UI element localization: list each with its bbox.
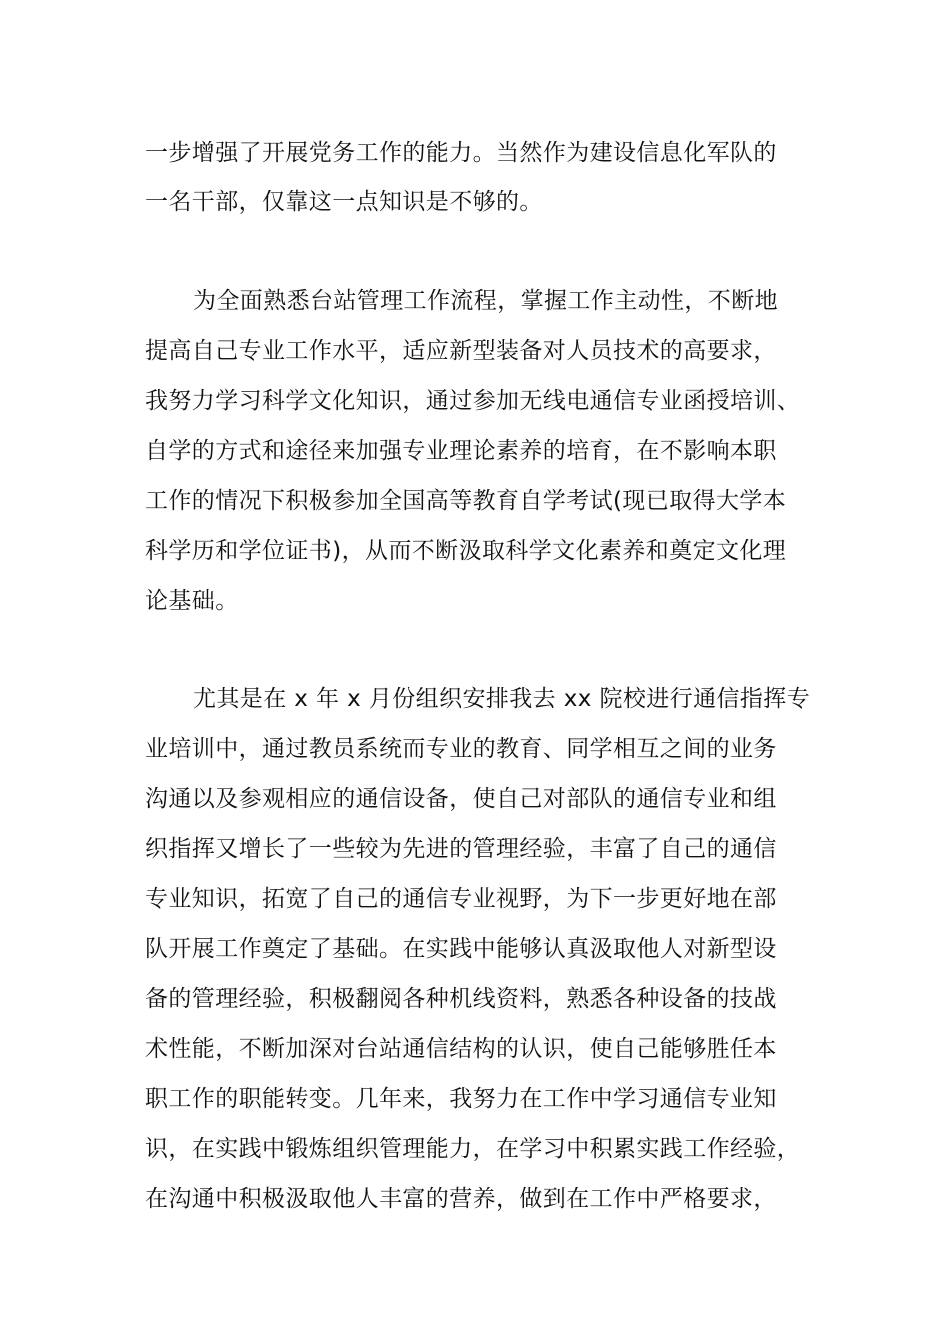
text-line: 在沟通中积极汲取他人丰富的营养，做到在工作中严格要求， bbox=[145, 1186, 777, 1212]
text-line: 一步增强了开展党务工作的能力。当然作为建设信息化军队的 bbox=[145, 140, 777, 166]
text-line: 识，在实践中锻炼组织管理能力，在学习中积累实践工作经验， bbox=[145, 1136, 801, 1162]
text-line: 沟通以及参观相应的通信设备，使自己对部队的通信专业和组 bbox=[145, 786, 777, 812]
text-line: 我努力学习科学文化知识，通过参加无线电通信专业函授培训、 bbox=[145, 388, 801, 414]
text-line: 业培训中，通过教员系统而专业的教育、同学相互之间的业务 bbox=[145, 736, 777, 762]
text-line: 织指挥又增长了一些较为先进的管理经验，丰富了自己的通信 bbox=[145, 836, 777, 862]
text-line: 自学的方式和途径来加强专业理论素养的培育，在不影响本职 bbox=[145, 438, 777, 464]
text-line: 术性能，不断加深对台站通信结构的认识，使自己能够胜任本 bbox=[145, 1036, 777, 1062]
text-line: 工作的情况下积极参加全国高等教育自学考试(现已取得大学本 bbox=[145, 488, 787, 514]
text-line: 备的管理经验，积极翻阅各种机线资料，熟悉各种设备的技战 bbox=[145, 986, 777, 1012]
text-line: 为全面熟悉台站管理工作流程，掌握工作主动性，不断地 bbox=[193, 288, 778, 314]
text-line: 论基础。 bbox=[145, 588, 239, 614]
text-line: 科学历和学位证书)，从而不断汲取科学文化素养和奠定文化理 bbox=[145, 538, 787, 564]
text-line: 专业知识，拓宽了自己的通信专业视野，为下一步更好地在部 bbox=[145, 886, 777, 912]
text-line: 尤其是在 x 年 x 月份组织安排我去 xx 院校进行通信指挥专 bbox=[193, 686, 811, 712]
text-line: 职工作的职能转变。几年来，我努力在工作中学习通信专业知 bbox=[145, 1086, 777, 1112]
text-line: 队开展工作奠定了基础。在实践中能够认真汲取他人对新型设 bbox=[145, 936, 777, 962]
text-line: 提高自己专业工作水平，适应新型装备对人员技术的高要求， bbox=[145, 338, 777, 364]
text-line: 一名干部，仅靠这一点知识是不够的。 bbox=[145, 189, 543, 215]
